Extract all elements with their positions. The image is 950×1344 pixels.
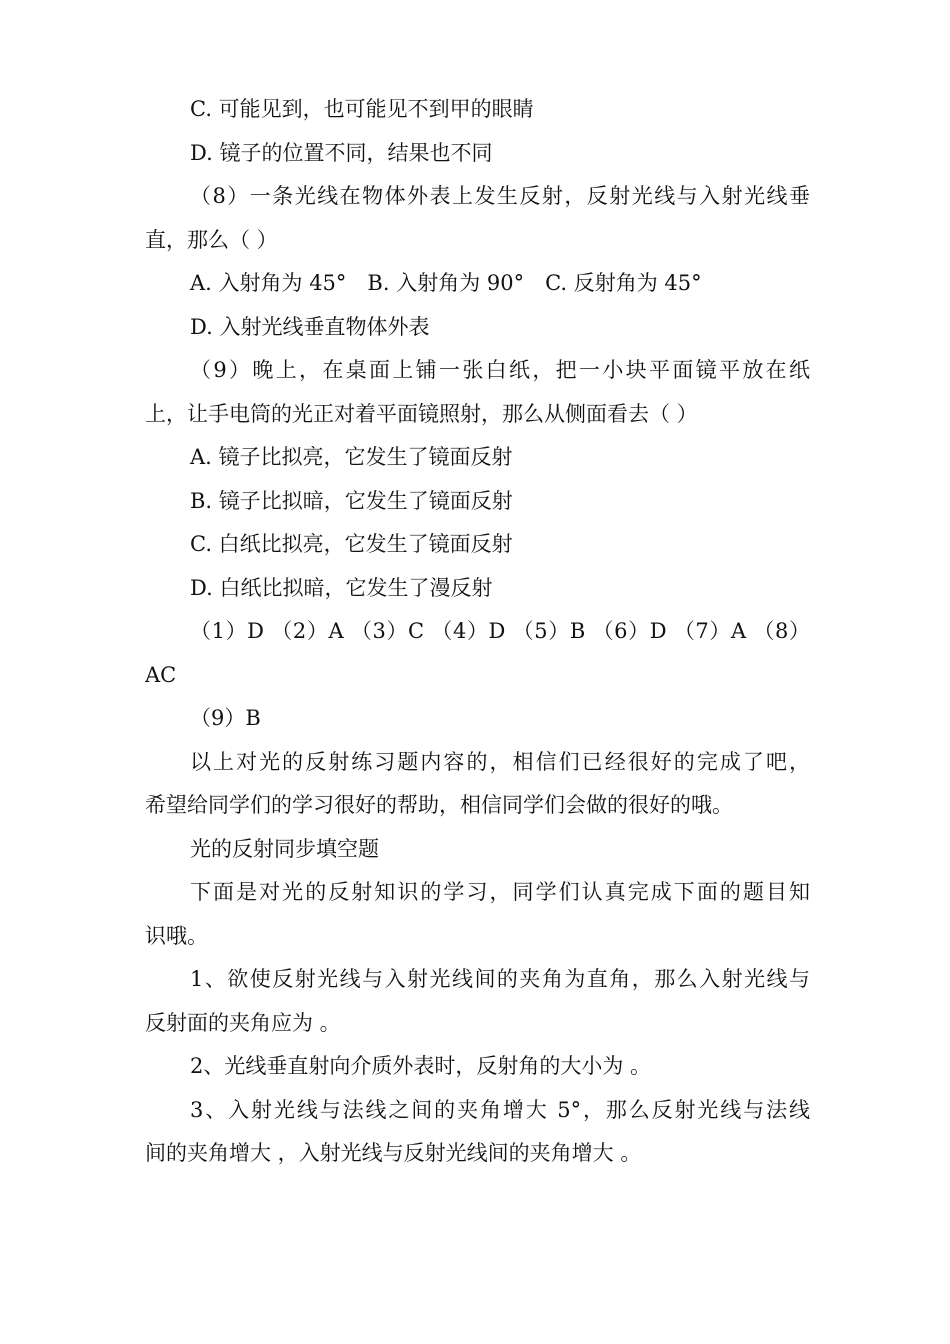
q9-stem-line-1: （9）晚上，在桌面上铺一张白纸，把一小块平面镜平放在纸 bbox=[190, 358, 810, 382]
q9-stem-line-2: 上，让手电筒的光正对着平面镜照射，那么从侧面看去（ ） bbox=[145, 401, 698, 426]
intro-line-1: 下面是对光的反射知识的学习，同学们认真完成下面的题目知 bbox=[190, 880, 810, 904]
section-title: 光的反射同步填空题 bbox=[190, 836, 379, 861]
fill-q3-line-2: 间的夹角增大 ，入射光线与反射光线间的夹角增大 。 bbox=[145, 1141, 642, 1165]
q9-option-b: B. 镜子比拟暗，它发生了镜面反射 bbox=[190, 488, 513, 513]
document-page bbox=[145, 88, 810, 1176]
q8-options-abc: A. 入射角为 45° B. 入射角为 90° C. 反射角为 45° bbox=[190, 271, 702, 295]
fill-q2-line-1: 2、光线垂直射向介质外表时，反射角的大小为 。 bbox=[190, 1054, 652, 1078]
q7-option-d: D. 镜子的位置不同，结果也不同 bbox=[190, 140, 493, 165]
fill-q3-line-1: 3、入射光线与法线之间的夹角增大 5°，那么反射光线与法线 bbox=[190, 1097, 810, 1122]
fill-q1-line-2: 反射面的夹角应为 。 bbox=[145, 1010, 341, 1035]
answers-line-1: （1）D （2）A （3）C （4）D （5）B （6）D （7）A （8） bbox=[190, 619, 810, 643]
q9-option-a: A. 镜子比拟亮，它发生了镜面反射 bbox=[190, 445, 513, 469]
q9-option-d: D. 白纸比拟暗，它发生了漫反射 bbox=[190, 575, 493, 600]
answers-line-2: AC bbox=[145, 662, 177, 687]
q9-option-c: C. 白纸比拟亮，它发生了镜面反射 bbox=[190, 532, 513, 556]
q8-option-d: D. 入射光线垂直物体外表 bbox=[190, 314, 430, 339]
intro-line-2: 识哦。 bbox=[145, 923, 208, 948]
q8-stem-line-1: （8）一条光线在物体外表上发生反射，反射光线与入射光线垂 bbox=[190, 184, 810, 208]
answers-line-3: （9）B bbox=[190, 706, 261, 730]
closing-line-1: 以上对光的反射练习题内容的，相信们已经很好的完成了吧， bbox=[190, 749, 810, 774]
q7-option-c: C. 可能见到，也可能见不到甲的眼睛 bbox=[190, 97, 534, 121]
fill-q1-line-1: 1、欲使反射光线与入射光线间的夹角为直角，那么入射光线与 bbox=[190, 967, 810, 991]
closing-line-2: 希望给同学们的学习很好的帮助，相信同学们会做的很好的哦。 bbox=[145, 793, 733, 817]
q8-stem-line-2: 直，那么（ ） bbox=[145, 227, 278, 252]
